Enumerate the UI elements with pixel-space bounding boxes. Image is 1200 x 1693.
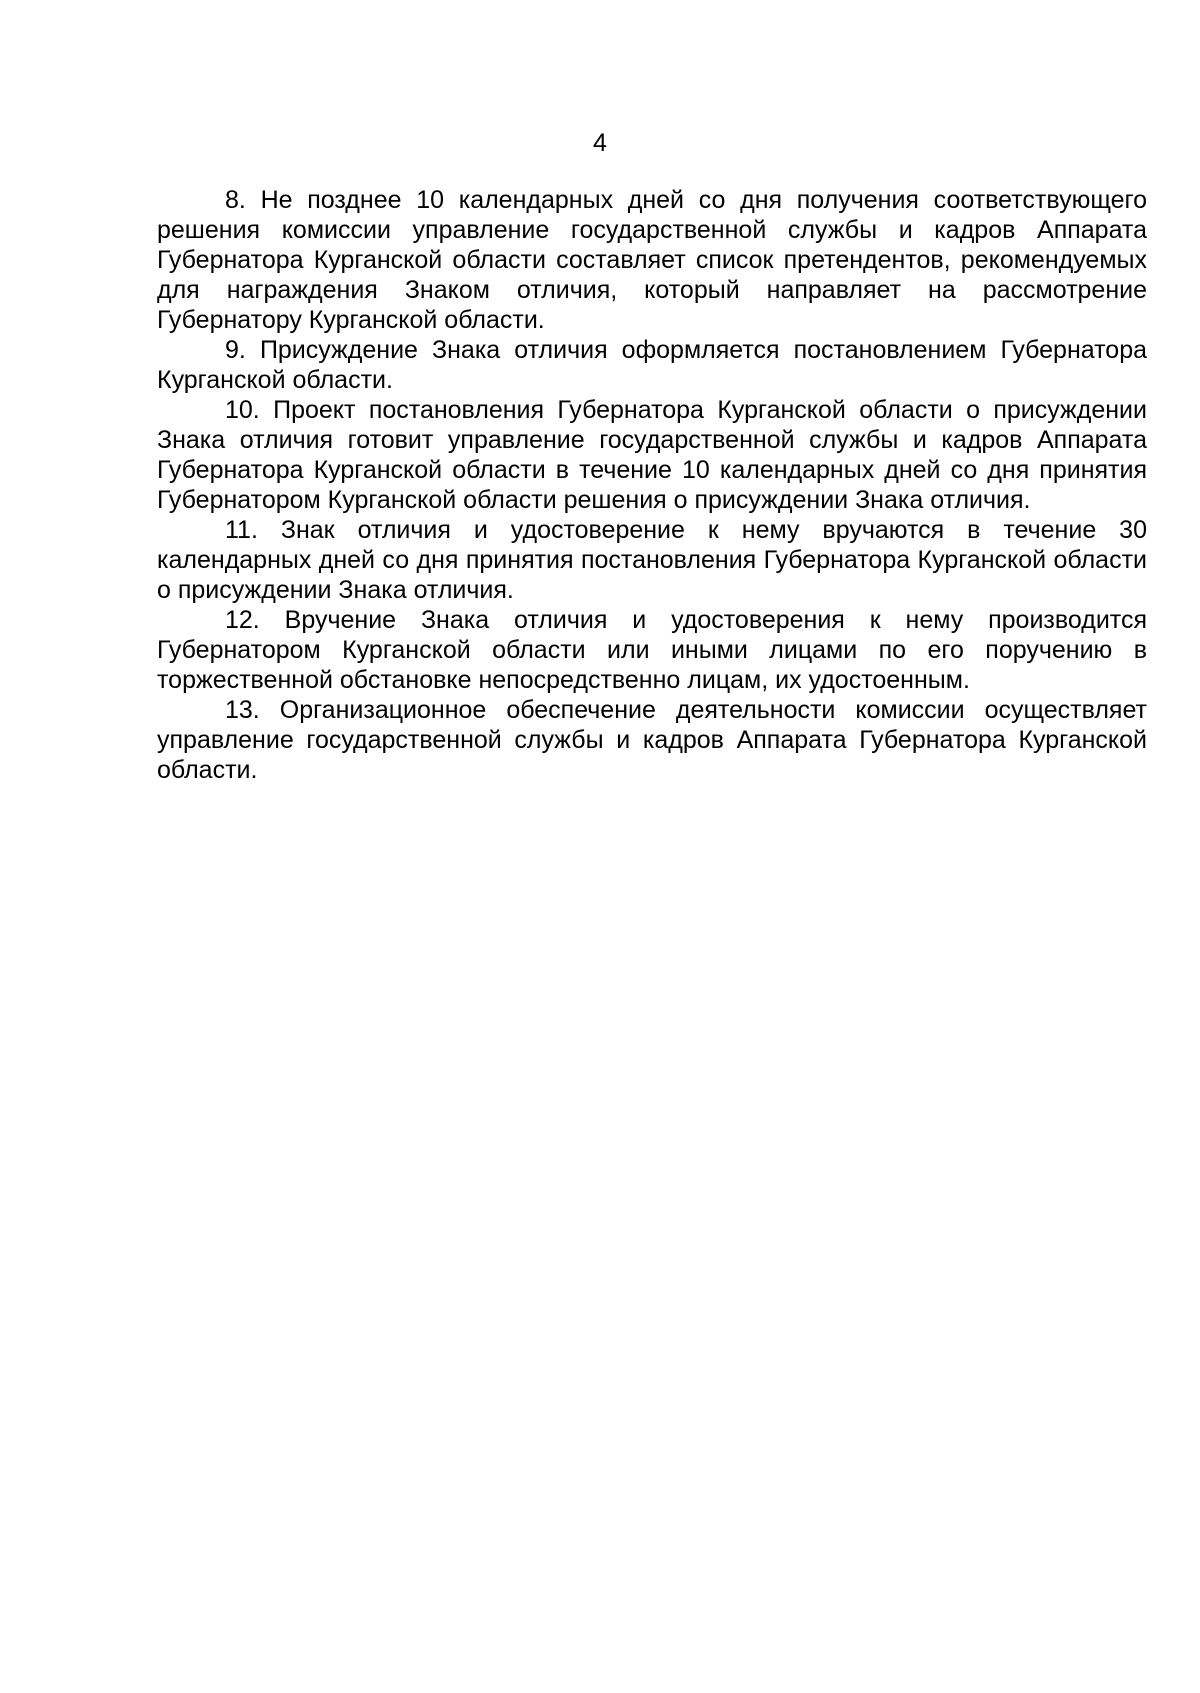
paragraph-text: Присуждение Знака отличия оформляется постановлением Губернатора Курганской области. bbox=[157, 336, 1148, 394]
paragraph-number: 12. bbox=[225, 606, 260, 634]
document-body bbox=[157, 185, 1147, 785]
paragraph-text: Организационное обеспечение деятельности комиссии осуществляет управление государственной службы и кадров Аппарата Губернатора Курганской области. bbox=[157, 696, 1147, 784]
paragraph-number: 10. bbox=[225, 396, 260, 424]
paragraph-8 bbox=[157, 185, 1147, 335]
page-number: 4 bbox=[593, 129, 607, 157]
paragraph-12 bbox=[157, 605, 1147, 695]
paragraph-number: 11. bbox=[225, 516, 258, 544]
paragraph-number: 8. bbox=[225, 186, 246, 214]
paragraph-10 bbox=[157, 395, 1147, 515]
paragraph-text: Не позднее 10 календарных дней со дня получения соответствующего решения комиссии управление государственной службы и кадров Аппарата Губернатора Курганской области составляет список претендентов, рекомендуемых для награждения Знаком отличия, который направляет на рассмотрение Губернатору Курганской области. bbox=[157, 186, 1147, 334]
paragraph-number: 13. bbox=[225, 696, 260, 724]
paragraph-text: Вручение Знака отличия и удостоверения к нему производится Губернатором Курганской области или иными лицами по его поручению в торжественной обстановке непосредственно лицам, их удостоенным. bbox=[157, 606, 1147, 694]
paragraph-number: 9. bbox=[225, 336, 246, 364]
paragraph-13 bbox=[157, 695, 1147, 785]
paragraph-text: Знак отличия и удостоверение к нему вручаются в течение 30 календарных дней со дня принятия постановления Губернатора Курганской области о присуждении Знака отличия. bbox=[157, 516, 1147, 604]
paragraph-11 bbox=[157, 515, 1147, 605]
paragraph-text: Проект постановления Губернатора Курганской области о присуждении Знака отличия готовит управление государственной службы и кадров Аппарата Губернатора Курганской области в течение 10 календарных дней со дня принятия Губернатором Курганской области решения о присуждении Знака отличия. bbox=[157, 396, 1147, 514]
paragraph-9 bbox=[157, 335, 1147, 395]
